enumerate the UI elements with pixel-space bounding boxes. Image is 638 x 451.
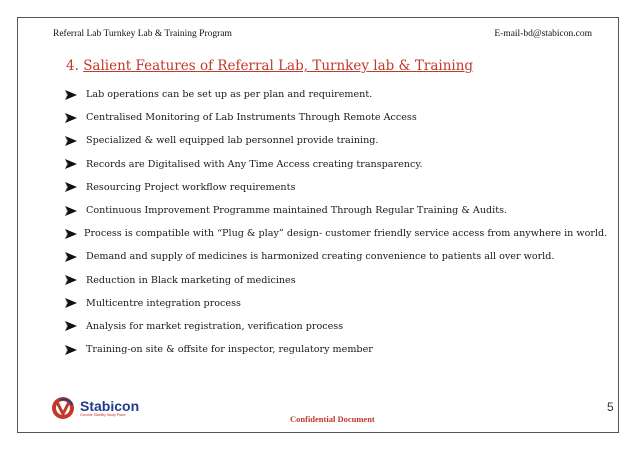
logo-tagline: Gurunte Stability Study Place (80, 412, 126, 417)
stabicon-logo-icon (51, 396, 77, 420)
list-item-text: Resourcing Project workflow requirements (86, 181, 296, 193)
list-item (65, 153, 585, 176)
list-item (65, 245, 585, 268)
arrow-bullet-icon (65, 345, 79, 355)
list-item-text: Specialized & well equipped lab personnel provide training. (86, 135, 379, 147)
arrow-bullet-icon (65, 182, 79, 192)
list-item (65, 292, 585, 315)
arrow-bullet-icon (65, 321, 79, 331)
arrow-bullet-icon (65, 159, 79, 169)
list-item-text: Process is compatible with “Plug & play” design- customer friendly service access from anywhere in world. (84, 228, 608, 240)
arrow-bullet-icon (65, 229, 77, 239)
header-program-title: Referral Lab Turnkey Lab & Training Program (53, 29, 232, 39)
stabicon-logo (51, 396, 139, 420)
arrow-bullet-icon (65, 275, 79, 285)
list-item-text: Continuous Improvement Programme maintained Through Regular Training & Audits. (86, 205, 508, 217)
header-email: E-mail-bd@stabicon.com (494, 29, 592, 39)
page-number: 5 (607, 400, 614, 414)
section-title (66, 58, 473, 74)
list-item (65, 269, 585, 292)
arrow-bullet-icon (65, 298, 79, 308)
confidential-label: Confidential Document (290, 414, 375, 424)
list-item-text: Analysis for market registration, verification process (86, 320, 344, 332)
list-item (65, 129, 585, 152)
list-item-text: Training-on site & offsite for inspector, regulatory member (86, 344, 373, 356)
list-item (65, 199, 585, 222)
arrow-bullet-icon (65, 136, 79, 146)
list-item-text: Records are Digitalised with Any Time Access creating transparency. (86, 158, 423, 170)
list-item (65, 83, 585, 106)
list-item-text: Multicentre integration process (86, 297, 241, 309)
arrow-bullet-icon (65, 113, 79, 123)
feature-list (65, 83, 608, 361)
section-title-text: Salient Features of Referral Lab, Turnkey lab & Training (83, 58, 474, 74)
list-item-text: Reduction in Black marketing of medicines (86, 274, 296, 286)
section-number: 4. (66, 58, 79, 74)
arrow-bullet-icon (65, 206, 79, 216)
list-item (65, 315, 585, 338)
list-item (65, 176, 585, 199)
arrow-bullet-icon (65, 90, 79, 100)
list-item-text: Centralised Monitoring of Lab Instruments Through Remote Access (86, 112, 417, 124)
logo-name: Stabicon (80, 397, 140, 414)
list-item (65, 222, 608, 245)
list-item-text: Lab operations can be set up as per plan and requirement. (86, 89, 373, 101)
arrow-bullet-icon (65, 252, 79, 262)
list-item (65, 338, 585, 361)
list-item-text: Demand and supply of medicines is harmonized creating convenience to patients all over world. (86, 251, 555, 263)
list-item (65, 106, 585, 129)
